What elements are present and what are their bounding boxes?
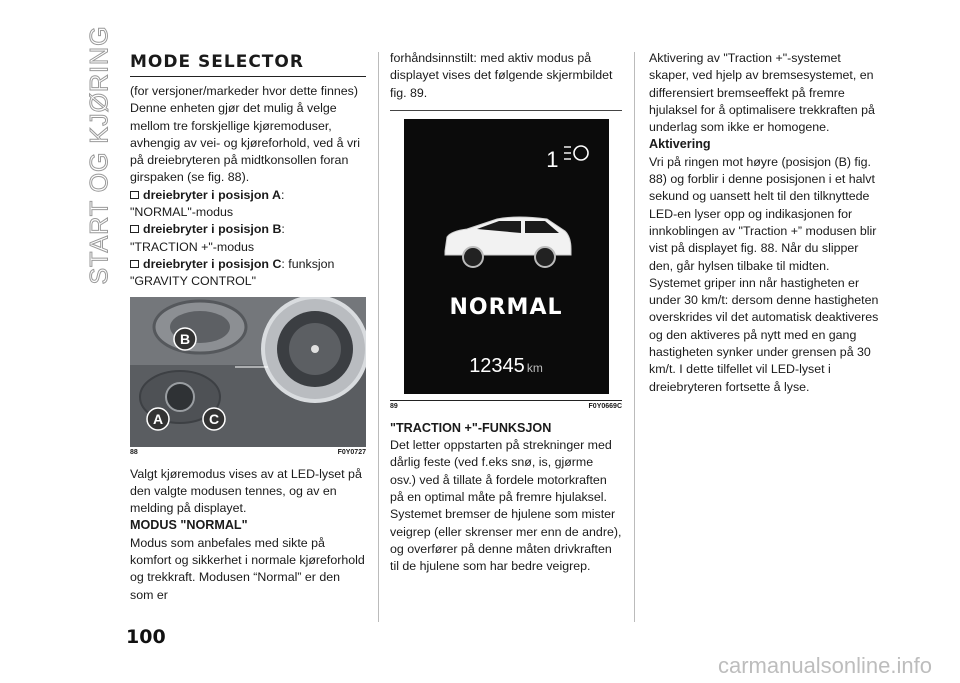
bullet-sep: : funksjon	[281, 256, 335, 271]
section-side-title-text: START OG KJØRING	[85, 25, 114, 285]
subheading: MODUS "NORMAL"	[130, 518, 248, 533]
bullet-lead: dreiebryter i posisjon C	[143, 256, 282, 271]
column-2	[390, 50, 622, 576]
bullet-item	[130, 256, 366, 291]
bullet-sep: :	[280, 187, 285, 202]
figure-code: F0Y0727	[337, 448, 366, 456]
figure-code: F0Y0669C	[588, 402, 622, 410]
column-divider	[634, 52, 635, 622]
checkbox-bullet-icon	[130, 191, 139, 199]
column-3	[649, 50, 881, 396]
column-divider	[378, 52, 379, 622]
checkbox-bullet-icon	[130, 225, 139, 233]
figure-number: 88	[130, 448, 138, 456]
odometer-value: 12345	[469, 354, 525, 377]
label-a: A	[152, 410, 164, 427]
divider	[390, 110, 622, 111]
bullet-text: "GRAVITY CONTROL"	[130, 274, 257, 289]
page-number: 100	[126, 626, 166, 648]
figure-89-caption	[390, 400, 622, 410]
label-c: C	[208, 410, 220, 427]
car-icon	[437, 211, 577, 271]
bullet-item	[130, 187, 366, 222]
paragraph: Systemet griper inn når hastigheten er under 30 km/t: dersom denne hastigheten overskrides vil det automatisk deaktiveres og den aktiveres på nytt med en gang hastigheten synker under grensen på 30 km/t. I dette tilfellet vil LED-lyset i dreiebryteren fortsette å lyse.	[649, 275, 879, 394]
subheading: Aktivering	[649, 137, 711, 152]
figure-number: 89	[390, 402, 398, 410]
paragraph: Det letter oppstarten på strekninger med dårlig feste (ved f.eks snø, is, gjørme osv.) ved å tillate å fordele motorkraften på en optimal måte på fremre hjulaksel.	[390, 438, 612, 505]
bullet-sep: :	[281, 222, 285, 237]
paragraph: Modus som anbefales med sikte på komfort og sikkerhet i normale kjøreforhold og trekkraft. Modusen “Normal” er den som er	[130, 535, 365, 602]
column-1	[130, 52, 366, 604]
paragraph: Vri på ringen mot høyre (posisjon (B) fig. 88) og forblir i denne posisjonen i et halvt sekund og uansett helt til den tilknyttede LED-en lyser opp og indikasjonen for innkoblingen av "Traction +” modusen blir vist på displayet fig. 88. Når du slipper den, går hylsen tilbake til midten.	[649, 154, 877, 273]
mode-label: NORMAL	[449, 294, 563, 320]
bullet-text: "TRACTION +"-modus	[130, 239, 255, 254]
bullet-lead: dreiebryter i posisjon B	[143, 222, 282, 237]
section-heading: MODE SELECTOR	[130, 52, 366, 77]
bullet-lead: dreiebryter i posisjon A	[143, 187, 281, 202]
paragraph: Denne enheten gjør det mulig å velge mellom tre forskjellige kjøremoduser, avhengig av vei- og kjøreforhold, ved å vri på dreiebryteren på midtkonsollen foran girspaken (se fig. 88).	[130, 101, 361, 185]
label-b: B	[179, 330, 191, 347]
intro-text: (for versjoner/markeder hvor dette finnes)	[130, 84, 358, 98]
traction-warning-icon	[561, 141, 591, 165]
odometer	[404, 355, 609, 378]
gear-indicator: 1	[546, 146, 559, 172]
bullet-text: "NORMAL"-modus	[130, 205, 234, 220]
section-side-title	[85, 25, 114, 285]
paragraph: Systemet bremser de hjulene som mister veigrep (eller skrenser mer enn de andre), og overfører på denne måten drivkraften til de hjulene som har bedre veigrep.	[390, 507, 622, 574]
checkbox-bullet-icon	[130, 260, 139, 268]
paragraph: Valgt kjøremodus vises av at LED-lyset på den valgte modusen tennes, og av en melding på displayet.	[130, 466, 362, 516]
figure-88-caption	[130, 449, 366, 456]
paragraph: forhåndsinnstilt: med aktiv modus på displayet vises det følgende skjermbildet fig. 89.	[390, 51, 613, 100]
bullet-item	[130, 221, 366, 256]
paragraph: Aktivering av "Traction +"-systemet skaper, ved hjelp av bremsesystemet, en differensiert bremseeffekt på fremre hjulaksel for å optimalisere trekkraften på underlag som ikke er homogene.	[649, 51, 875, 135]
subheading: "TRACTION +"-FUNKSJON	[390, 420, 552, 435]
figure-89-display	[404, 119, 609, 394]
watermark: carmanualsonline.info	[717, 653, 932, 678]
mode-selector-illustration	[130, 297, 366, 447]
figure-88-image	[130, 297, 366, 447]
odometer-unit: km	[526, 360, 543, 375]
